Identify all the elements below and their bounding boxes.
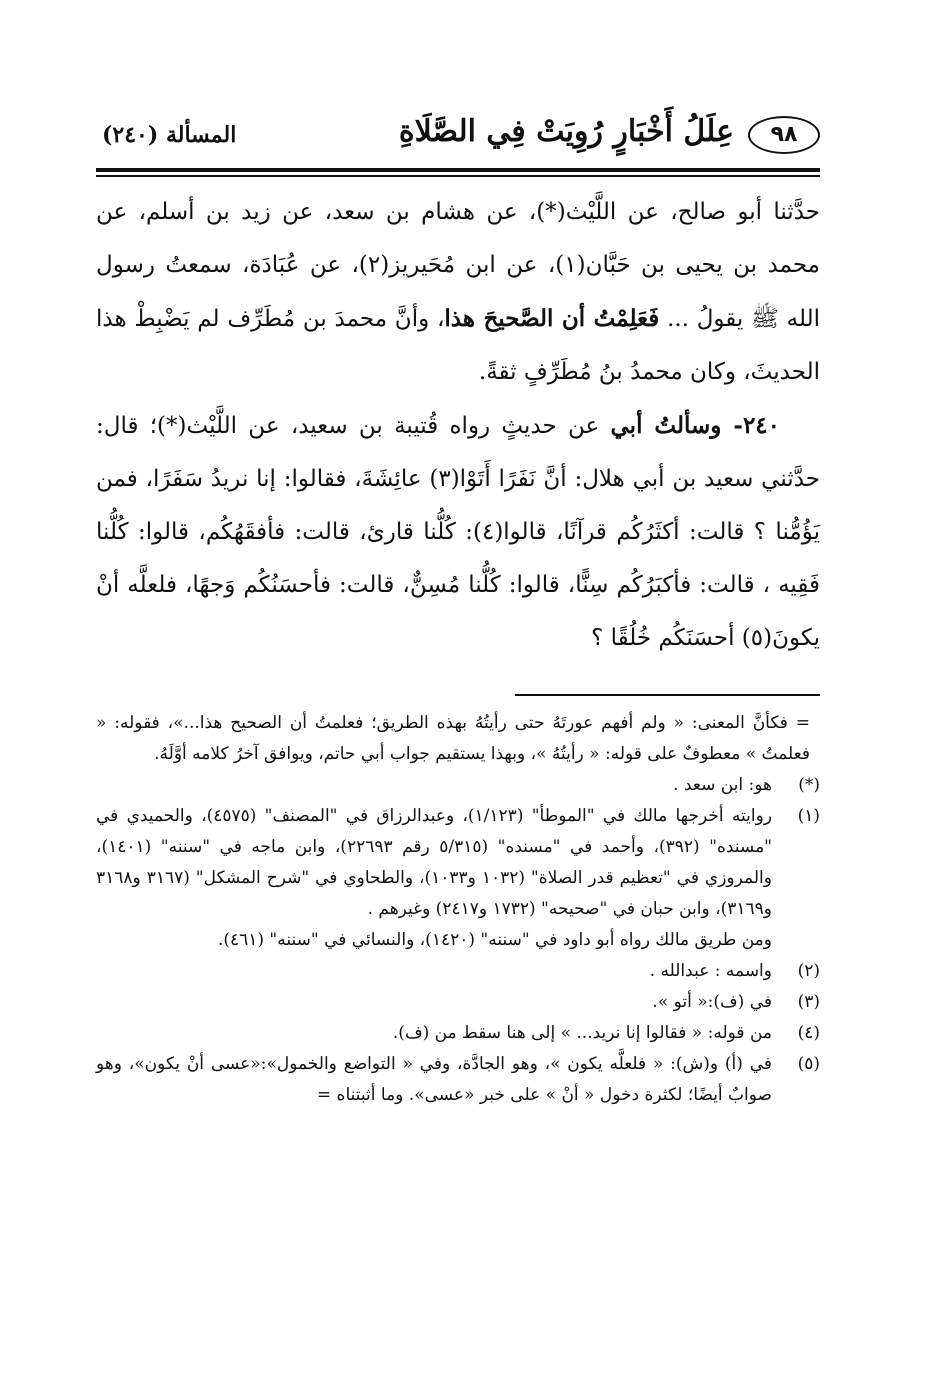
footnote-text: واسمه : عبدالله .	[649, 961, 772, 981]
footnote-marker: (٢)	[797, 961, 820, 981]
footnote-marker: (*)	[798, 775, 820, 795]
footnote-text: في (أ) و(ش): « فلعلَّه يكون »، وهو الجادَّة، وفي « التواضع والخمول»:«عسى أنْ يكون»، وهو صوابٌ أيضًا؛ لكثرة دخول « أنْ » على خبر «عسى». وما أثبتناه =	[96, 1054, 772, 1105]
page-number: ٩٨	[748, 116, 820, 154]
footnote-item	[96, 770, 820, 801]
question-number: ٢٤٠- وسألتُ أبي	[610, 412, 780, 439]
main-text	[96, 186, 820, 665]
footnote-separator	[515, 694, 820, 696]
paragraph-1-emphasis: فَعَلِمْتُ أن الصَّحيحَ هذا	[444, 305, 660, 332]
footnotes	[96, 708, 820, 1111]
footnote-text: ومن طريق مالك رواه أبو داود في "سننه" (١٤٢٠)، والنسائي في "سننه" (٤٦١).	[217, 930, 772, 950]
footnote-marker: (٤)	[797, 1023, 820, 1043]
footnote-marker: (٣)	[797, 992, 820, 1012]
footnote-item	[96, 801, 820, 925]
paragraph-2	[96, 399, 820, 665]
footnote-item	[96, 1018, 820, 1049]
footnote-marker: (١)	[797, 806, 820, 826]
header-rule-thin	[96, 175, 820, 177]
book-title: عِلَلُ أَخْبَارٍ رُوِيَتْ فِي الصَّلَاةِ	[398, 114, 734, 149]
header-rule-thick	[96, 168, 820, 172]
footnote-item-continued	[96, 925, 820, 956]
footnote-item	[96, 956, 820, 987]
footnote-text: روايته أخرجها مالك في "الموطأ" (١/١٢٣)، وعبدالرزاق في "المصنف" (٤٥٧٥)، والحميدي في "مسنده" (٣٩٢)، وأحمد في "مسنده" (٥/٣١٥ رقم ٢٢٦٩٣)، وابن ماجه في "سننه" (١٤٠١)، والمروزي في "تعظيم قدر الصلاة" (١٠٣٢ و١٠٣٣)، والطحاوي في "شرح المشكل" (٣١٦٧ و٣١٦٨ و٣١٦٩)، وابن حبان في "صحيحه" (١٧٣٢ و٢٤١٧) وغيرهم .	[96, 806, 772, 919]
footnote-text: في (ف):« أتو ».	[652, 992, 772, 1012]
footnote-text: من قوله: « فقالوا إنا نريد... » إلى هنا سقط من (ف).	[392, 1023, 772, 1043]
footnote-text: هو: ابن سعد .	[673, 775, 772, 795]
paragraph-1-text: حدَّثنا أبو صالح، عن اللَّيْث(*)، عن هشام بن سعد، عن زيد بن أسلم، عن محمد بن يحيى بن حَبَّان(١)، عن ابن مُحَيريز(٢)، عن عُبَادَة، سمعتُ رسول الله ﷺ يقولُ ...	[96, 199, 821, 332]
page-header	[96, 112, 820, 164]
section-label: المسألة (٢٤٠)	[102, 122, 237, 148]
footnote-item	[96, 1049, 820, 1111]
footnote-item	[96, 987, 820, 1018]
footnote-marker: (٥)	[797, 1054, 820, 1074]
paragraph-2-text: عن حديثٍ رواه قُتيبة بن سعيد، عن اللَّيْث(*)؛ قال: حدَّثني سعيد بن أبي هلال: أنَّ نَفَرًا أَتَوْا(٣) عائِشَةَ، فقالوا: إنا نريدُ سَفَرًا، فمن يَؤُمُّنا ؟ قالت: أكثَرُكُم قرآنًا، قالوا(٤): كُلُّنا قارئ، قالت: فأفقَهُكُم، قالوا: كُلُّنا فَقِيه ، قالت: فأكبَرُكُم سِنًّا، قالوا: كُلُّنا مُسِنٌّ، قالت: فأحسَنُكُم وَجهًا، فلعلَّه أنْ يكونَ(٥) أحسَنَكُم خُلُقًا ؟	[96, 413, 820, 651]
paragraph-1	[96, 186, 820, 399]
paragraph-1-end: ، وأنَّ محمدَ بن مُطَرِّف لم يَضْبِطْ هذا الحديثَ، وكان محمدُ بنُ مُطَرِّفٍ ثقةً.	[96, 306, 820, 385]
footnote-continuation: = فكأنَّ المعنى: « ولم أفهم عورتَهُ حتى رأيتُهُ بهذه الطريق؛ فعلمتُ أن الصحيح هذا...»، فقوله: « فعلمتُ » معطوفٌ على قوله: « رأيتُهُ »، وبهذا يستقيم جواب أبي حاتم، ويوافق آخرُ كلامه أوَّلَهُ.	[96, 713, 810, 764]
